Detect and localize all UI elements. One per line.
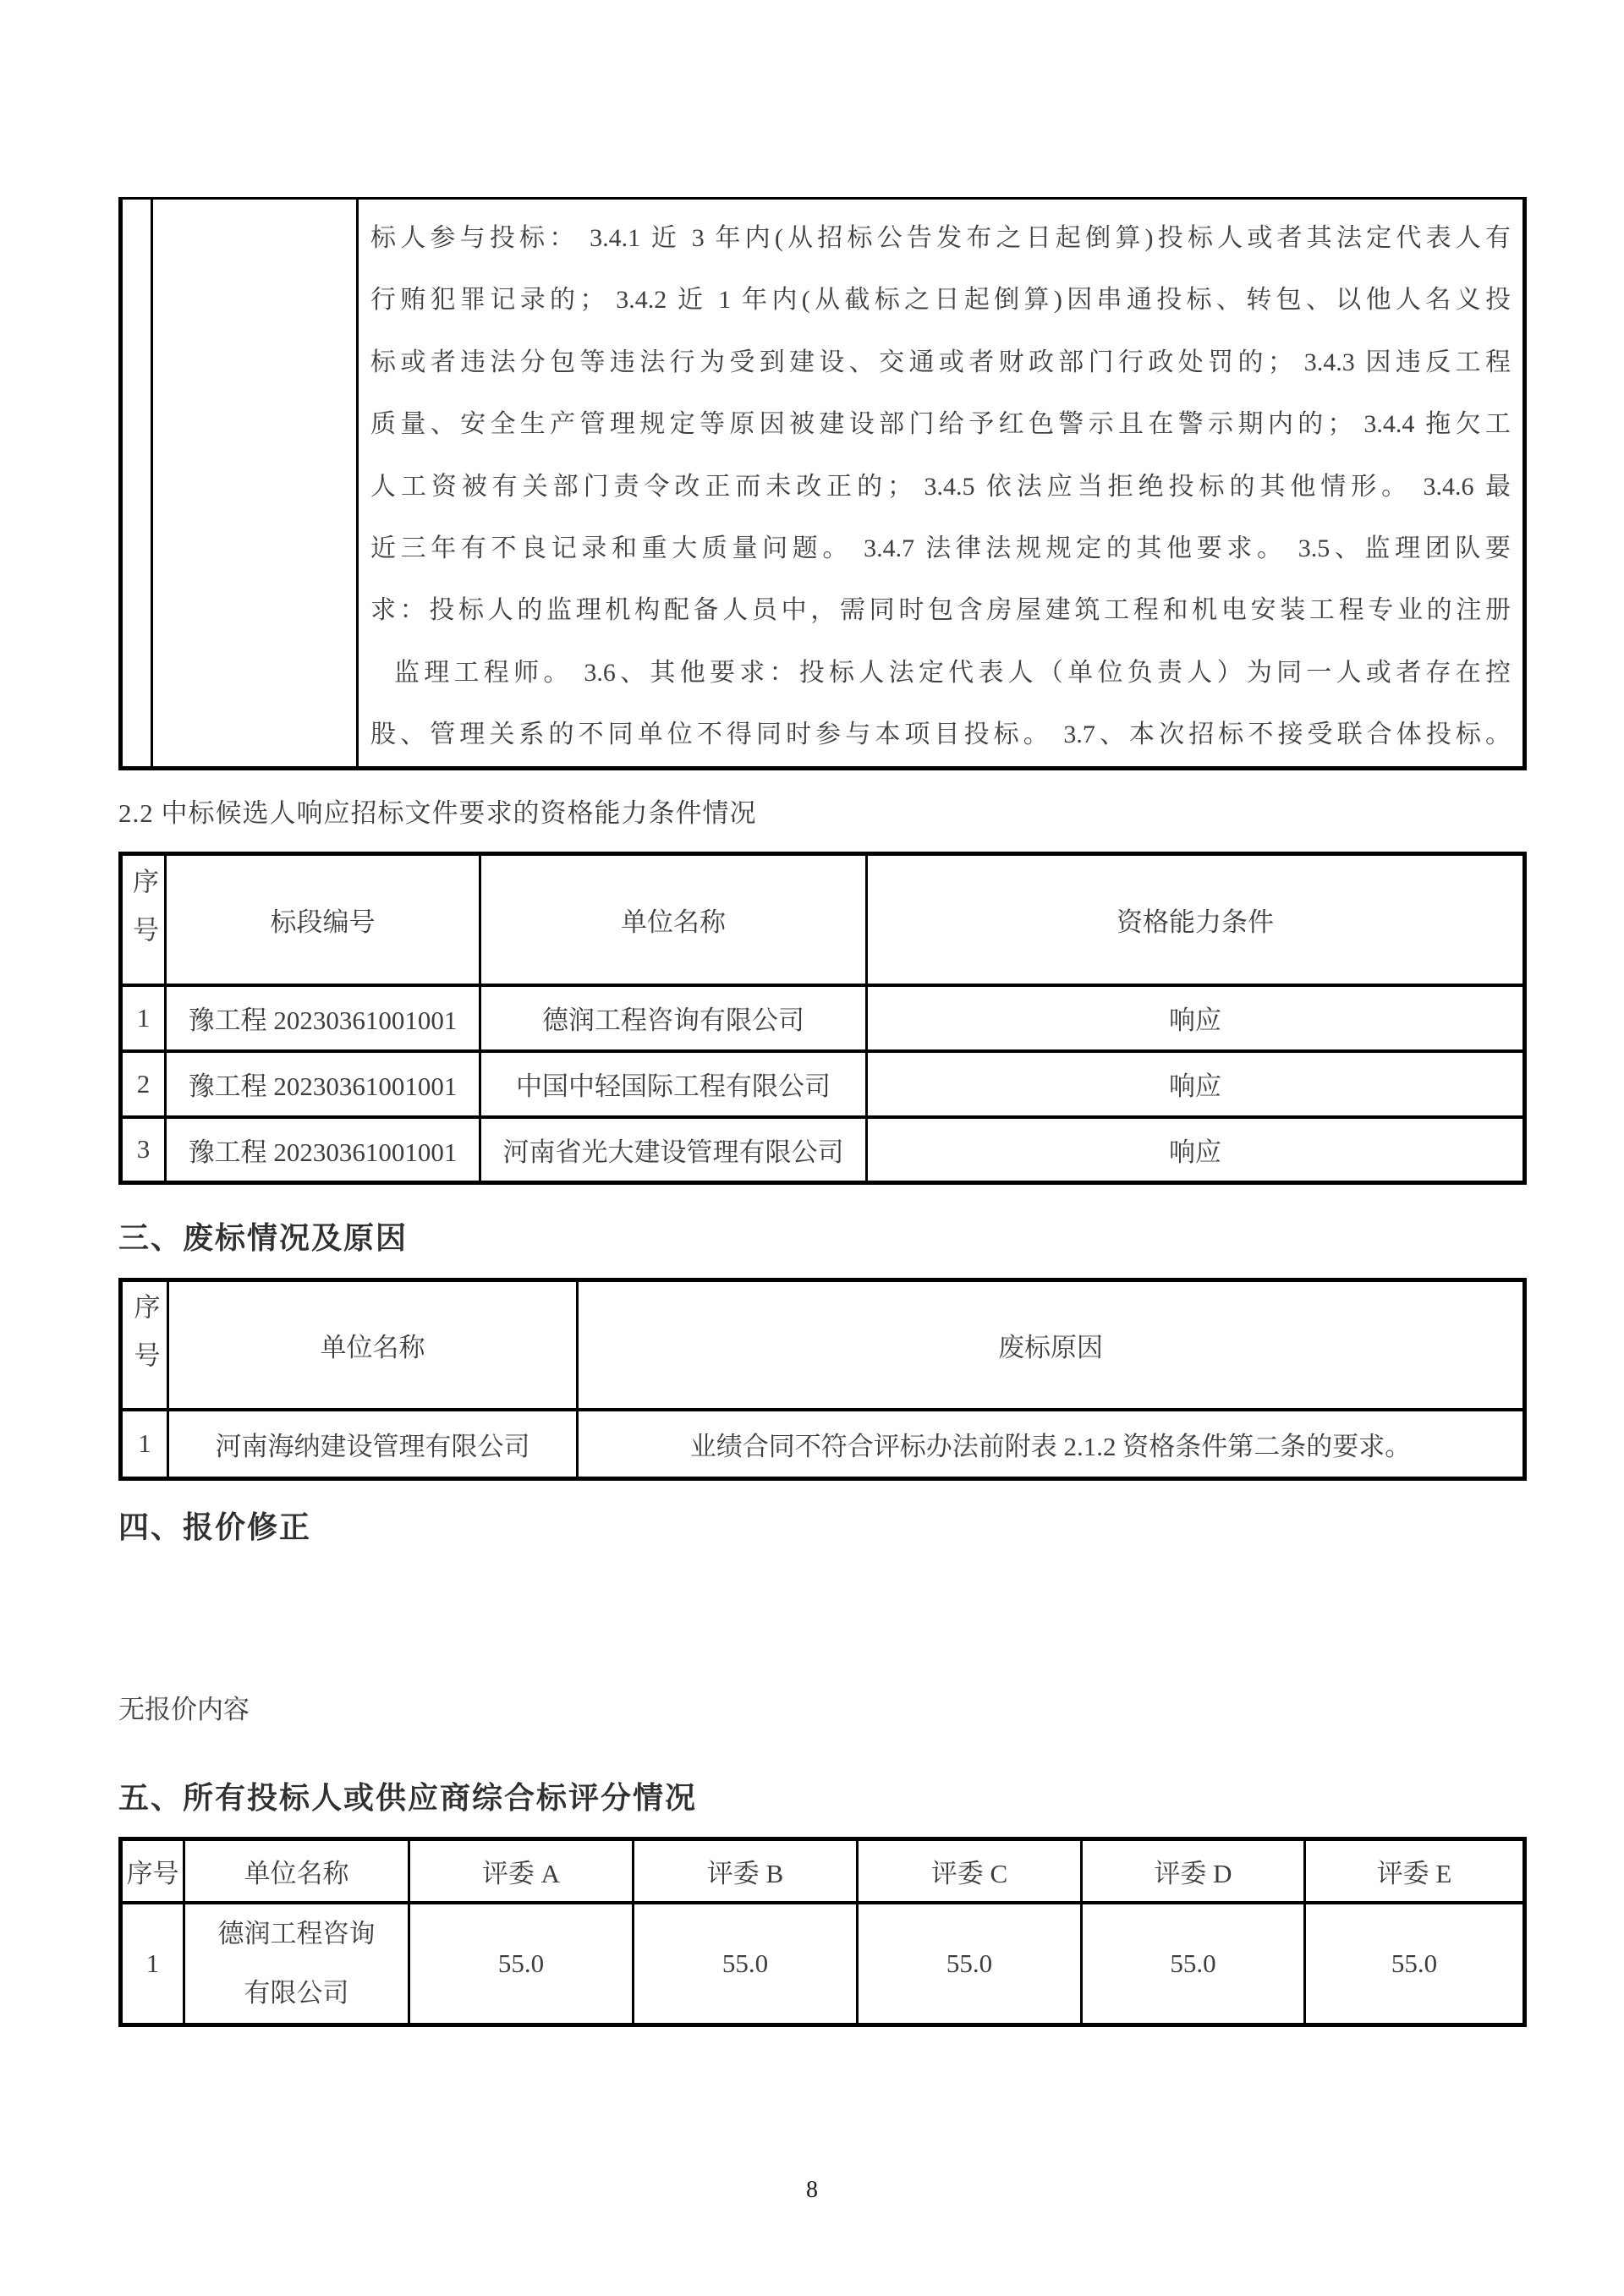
cell-section-code: 豫工程 20230361001001 bbox=[166, 985, 480, 1051]
cell-condition: 响应 bbox=[867, 1117, 1525, 1183]
requirements-continuation-table bbox=[118, 197, 1527, 770]
cell-company: 中国中轻国际工程有限公司 bbox=[480, 1051, 867, 1117]
qualification-table bbox=[118, 852, 1527, 1185]
table-row bbox=[121, 985, 1525, 1051]
requirement-line: 标人参与投标： 3.4.1 近 3 年内(从招标公告发布之日起倒算)投标人或者其法定代表人有 bbox=[370, 224, 1511, 252]
requirement-line: 股、管理关系的不同单位不得同时参与本项目投标。 3.7、本次招标不接受联合体投标。 bbox=[370, 721, 1511, 749]
cell-score-d: 55.0 bbox=[1082, 1903, 1305, 2025]
table-row bbox=[121, 1051, 1525, 1117]
rejected-bids-table bbox=[118, 1278, 1527, 1481]
qual-header-company: 单位名称 bbox=[480, 854, 867, 985]
cell-seq: 1 bbox=[121, 985, 166, 1051]
qual-header-seq bbox=[121, 854, 166, 985]
score-header-judge-d: 评委 D bbox=[1082, 1839, 1305, 1903]
requirement-line: 标或者违法分包等违法行为受到建设、交通或者财政部门行政处罚的； 3.4.3 因违反工程 bbox=[370, 348, 1511, 376]
cell-condition: 响应 bbox=[867, 1051, 1525, 1117]
section-3-heading: 三、废标情况及原因 bbox=[118, 1221, 409, 1255]
cell-score-e: 55.0 bbox=[1305, 1903, 1525, 2025]
cell-company: 河南省光大建设管理有限公司 bbox=[480, 1117, 867, 1183]
qual-header-condition: 资格能力条件 bbox=[867, 854, 1525, 985]
cell-score-b: 55.0 bbox=[634, 1903, 858, 2025]
requirement-line: 行贿犯罪记录的； 3.4.2 近 1 年内(从截标之日起倒算)因串通投标、转包、以他人名义投 bbox=[370, 286, 1511, 315]
requirements-text-cell bbox=[358, 199, 1525, 769]
subsection-2-2-heading: 2.2 中标候选人响应招标文件要求的资格能力条件情况 bbox=[118, 798, 757, 828]
cell-company: 德润工程咨询有限公司 bbox=[480, 985, 867, 1051]
cell-reason: 业绩合同不符合评标办法前附表 2.1.2 资格条件第二条的要求。 bbox=[578, 1410, 1525, 1479]
cell-condition: 响应 bbox=[867, 985, 1525, 1051]
cell-company: 河南海纳建设管理有限公司 bbox=[168, 1410, 578, 1479]
cell-score-a: 55.0 bbox=[409, 1903, 634, 2025]
requirement-line: 人工资被有关部门责令改正而未改正的； 3.4.5 依法应当拒绝投标的其他情形。 3.4.6 最 bbox=[370, 472, 1511, 501]
cell-seq: 2 bbox=[121, 1051, 166, 1117]
score-header-judge-a: 评委 A bbox=[409, 1839, 634, 1903]
cell-seq: 3 bbox=[121, 1117, 166, 1183]
requirement-line: 近三年有不良记录和重大质量问题。 3.4.7 法律法规规定的其他要求。 3.5、监理团队要 bbox=[370, 534, 1511, 563]
table-row bbox=[121, 1410, 1525, 1479]
requirement-line: 质量、安全生产管理规定等原因被建设部门给予红色警示且在警示期内的； 3.4.4 拖欠工 bbox=[370, 410, 1511, 439]
score-header-seq: 序号 bbox=[121, 1839, 184, 1903]
rej-header-company: 单位名称 bbox=[168, 1280, 578, 1410]
cell-section-code: 豫工程 20230361001001 bbox=[166, 1117, 480, 1183]
table-row bbox=[121, 1903, 1525, 2025]
score-header-judge-e: 评委 E bbox=[1305, 1839, 1525, 1903]
score-header-judge-b: 评委 B bbox=[634, 1839, 858, 1903]
no-price-note: 无报价内容 bbox=[118, 1695, 250, 1724]
score-header-company: 单位名称 bbox=[184, 1839, 409, 1903]
rej-header-seq bbox=[121, 1280, 168, 1410]
cell-company: 德润工程咨询有限公司 bbox=[184, 1903, 409, 2025]
seq-header-label: 序号 bbox=[129, 1292, 160, 1390]
requirement-line: 监理工程师。 3.6、其他要求：投标人法定代表人（单位负责人）为同一人或者存在控 bbox=[394, 658, 1511, 687]
cell-seq: 1 bbox=[121, 1410, 168, 1479]
score-header-judge-c: 评委 C bbox=[858, 1839, 1082, 1903]
table-row bbox=[121, 1117, 1525, 1183]
cell-section-code: 豫工程 20230361001001 bbox=[166, 1051, 480, 1117]
empty-seq-cell bbox=[121, 199, 152, 769]
seq-header-label: 序号 bbox=[129, 867, 158, 965]
rej-header-reason: 废标原因 bbox=[578, 1280, 1525, 1410]
cell-seq: 1 bbox=[121, 1903, 184, 2025]
empty-label-cell bbox=[152, 199, 358, 769]
requirement-line: 求：投标人的监理机构配备人员中，需同时包含房屋建筑工程和机电安装工程专业的注册 bbox=[370, 596, 1511, 625]
qual-header-section-code: 标段编号 bbox=[166, 854, 480, 985]
cell-score-c: 55.0 bbox=[858, 1903, 1082, 2025]
page-number: 8 bbox=[806, 2177, 818, 2203]
score-table bbox=[118, 1837, 1527, 2027]
section-4-heading: 四、报价修正 bbox=[118, 1510, 312, 1544]
section-5-heading: 五、所有投标人或供应商综合标评分情况 bbox=[118, 1781, 698, 1815]
